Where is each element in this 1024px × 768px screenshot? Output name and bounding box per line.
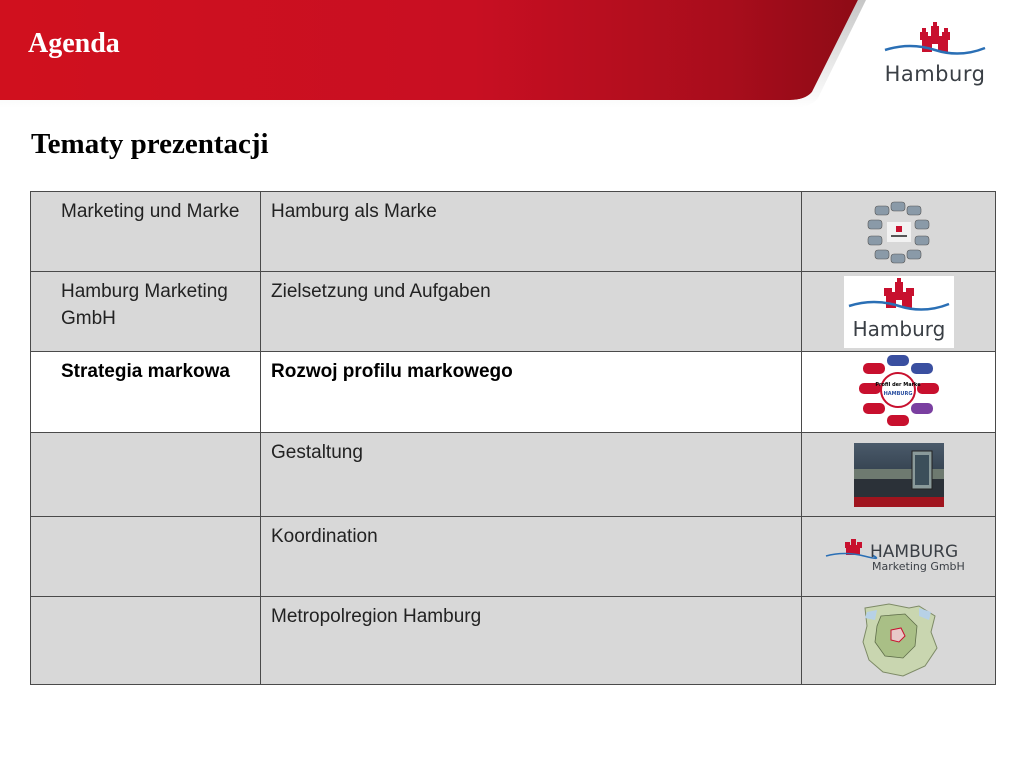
billboard-photo-image bbox=[854, 443, 944, 507]
thumbnail-cell bbox=[802, 433, 996, 517]
topic-cell bbox=[31, 517, 261, 597]
hamburg-marketing-logo-image bbox=[824, 537, 974, 577]
table-row-active[interactable] bbox=[31, 352, 996, 433]
header-banner bbox=[0, 0, 1024, 110]
subtopic-cell: Koordination bbox=[261, 517, 802, 597]
brand-circle-collage-image bbox=[867, 200, 931, 264]
thumbnail-cell bbox=[802, 352, 996, 433]
banner-shape bbox=[0, 0, 1024, 110]
table-row[interactable] bbox=[31, 192, 996, 272]
agenda-table bbox=[30, 191, 996, 685]
hm-logo-line1: HAMBURG bbox=[869, 541, 958, 562]
logo-wordmark: Hamburg bbox=[884, 62, 986, 86]
slide-title: Agenda bbox=[28, 28, 120, 59]
subtopic-cell: Hamburg als Marke bbox=[261, 192, 802, 272]
table-row[interactable] bbox=[31, 597, 996, 685]
table-row[interactable] bbox=[31, 433, 996, 517]
hamburg-logo-image bbox=[844, 276, 954, 348]
table-row[interactable] bbox=[31, 517, 996, 597]
thumb-logo-text: Hamburg bbox=[852, 316, 945, 341]
hm-logo-line2: Marketing GmbH bbox=[871, 559, 965, 573]
profile-center-brand: HAMBURG bbox=[883, 391, 912, 397]
topic-cell bbox=[31, 597, 261, 685]
thumbnail-cell bbox=[802, 517, 996, 597]
thumbnail-cell bbox=[802, 597, 996, 685]
subtopic-cell: Gestaltung bbox=[261, 433, 802, 517]
topic-cell: Marketing und Marke bbox=[31, 192, 261, 272]
subtopic-cell: Rozwoj profilu markowego bbox=[261, 352, 802, 433]
brand-profile-diagram-image bbox=[859, 355, 939, 429]
thumbnail-cell bbox=[802, 192, 996, 272]
section-subtitle: Tematy prezentacji bbox=[31, 128, 269, 160]
hamburg-logo bbox=[880, 22, 990, 92]
thumbnail-cell bbox=[802, 272, 996, 352]
topic-cell: Strategia markowa bbox=[31, 352, 261, 433]
metropolitan-region-map-image bbox=[859, 602, 939, 680]
profile-center-text: Profil der Marke bbox=[874, 382, 921, 388]
hamburg-castle-icon bbox=[880, 22, 990, 62]
subtopic-cell: Metropolregion Hamburg bbox=[261, 597, 802, 685]
topic-cell bbox=[31, 433, 261, 517]
table-row[interactable] bbox=[31, 272, 996, 352]
topic-cell: Hamburg Marketing GmbH bbox=[31, 272, 261, 352]
subtopic-cell: Zielsetzung und Aufgaben bbox=[261, 272, 802, 352]
